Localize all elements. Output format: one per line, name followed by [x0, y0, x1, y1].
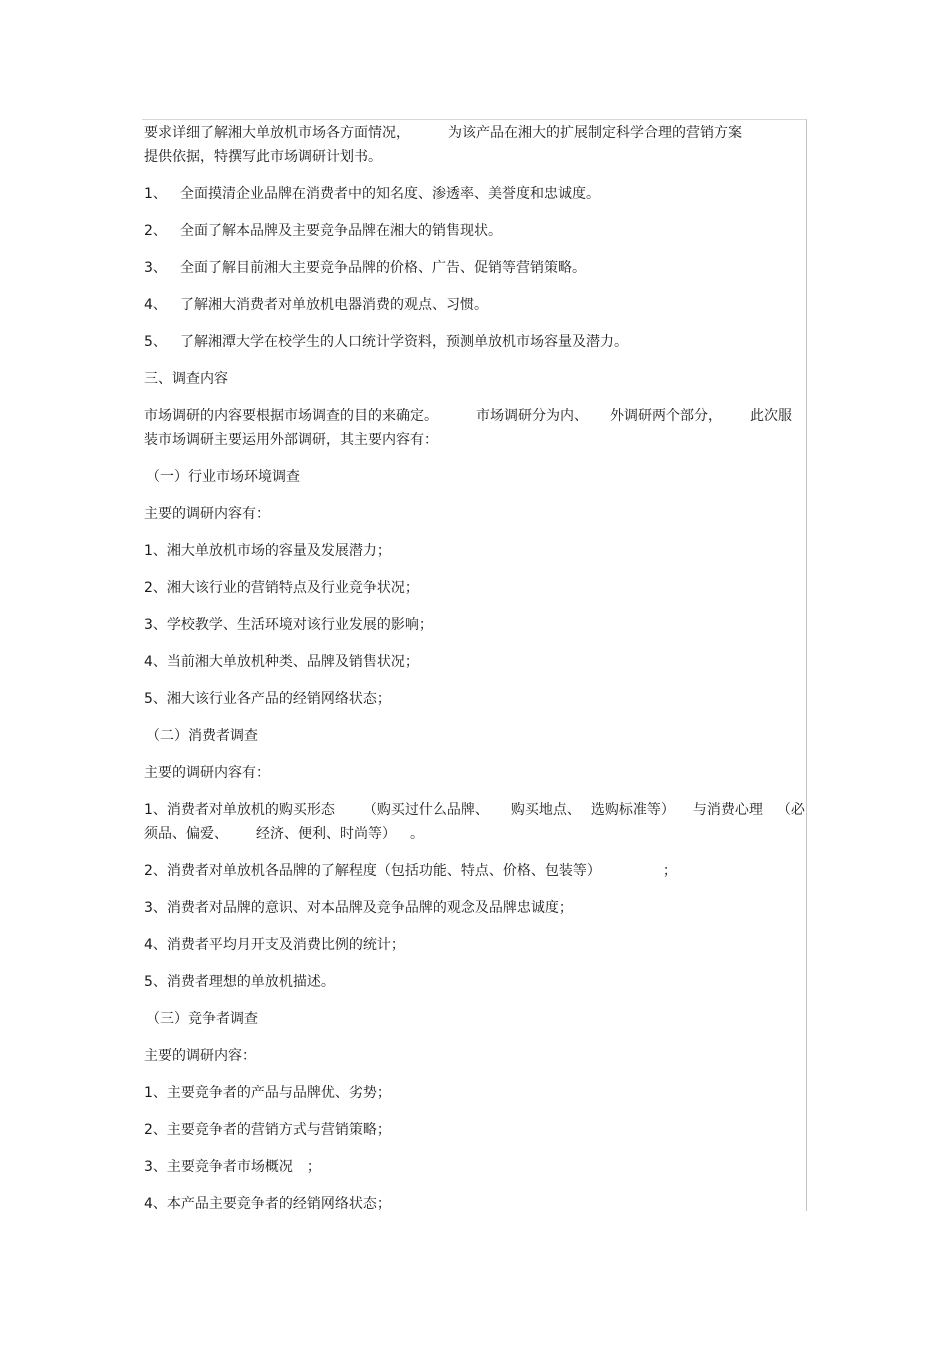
item-fragment: 经济、便利、时尚等） — [256, 826, 396, 842]
list-item-line-2 — [144, 822, 804, 846]
paragraph-fragment: 市场调研的内容要根据市场调查的目的来确定。 — [144, 408, 438, 424]
subsection-heading: （一）行业市场环境调查 — [146, 469, 300, 485]
section-paragraph-line-2: 装市场调研主要运用外部调研，其主要内容有： — [144, 432, 438, 448]
subsection-lead: 主要的调研内容有： — [144, 506, 270, 522]
objective-number: 1、 — [144, 186, 167, 202]
list-item: 4、当前湘大单放机种类、品牌及销售状况； — [144, 654, 419, 670]
objective-item — [144, 219, 804, 243]
subsection-lead: 主要的调研内容： — [144, 1048, 256, 1064]
objective-item — [144, 182, 804, 206]
item-fragment: 。 — [410, 826, 424, 842]
item-fragment: 须品、偏爱、 — [144, 826, 228, 842]
list-item: 3、学校教学、生活环境对该行业发展的影响； — [144, 617, 433, 633]
list-item: 1、湘大单放机市场的容量及发展潜力； — [144, 543, 391, 559]
list-item: 4、本产品主要竞争者的经销网络状态； — [144, 1196, 391, 1212]
objective-text: 全面了解本品牌及主要竞争品牌在湘大的销售现状。 — [180, 223, 502, 239]
item-fragment: 与消费心理 — [692, 802, 763, 818]
section-heading: 三、调查内容 — [144, 371, 228, 387]
list-item: 5、湘大该行业各产品的经销网络状态； — [144, 691, 391, 707]
list-item: 2、湘大该行业的营销特点及行业竞争状况； — [144, 580, 419, 596]
item-fragment: 购买地点、 — [510, 802, 581, 818]
objective-text: 了解湘潭大学在校学生的人口统计学资料，预测单放机市场容量及潜力。 — [180, 334, 628, 350]
intro-text-b: 为该产品在湘大的扩展制定科学合理的营销方案 — [448, 125, 742, 141]
item-fragment: （必 — [776, 802, 805, 818]
paragraph-fragment: 外调研两个部分， — [610, 408, 722, 424]
paragraph-fragment: 此次服 — [750, 408, 792, 424]
list-item: 1、主要竞争者的产品与品牌优、劣势； — [144, 1085, 391, 1101]
subsection-heading: （二）消费者调查 — [146, 728, 258, 744]
intro-text-a: 要求详细了解湘大单放机市场各方面情况， — [144, 125, 410, 141]
objective-text: 了解湘大消费者对单放机电器消费的观点、习惯。 — [180, 297, 488, 313]
list-item: 2、主要竞争者的营销方式与营销策略； — [144, 1122, 391, 1138]
subsection-lead: 主要的调研内容有： — [144, 765, 270, 781]
objective-item — [144, 293, 804, 317]
objective-text: 全面了解目前湘大主要竞争品牌的价格、广告、促销等营销策略。 — [180, 260, 586, 276]
list-item — [144, 1155, 804, 1179]
item-fragment: ； — [662, 863, 677, 879]
objective-number: 3、 — [144, 260, 167, 276]
list-item: 4、消费者平均月开支及消费比例的统计； — [144, 937, 405, 953]
item-fragment: 1、消费者对单放机的购买形态 — [144, 802, 335, 818]
objective-number: 2、 — [144, 223, 167, 239]
item-fragment: ； — [306, 1159, 321, 1175]
list-item — [144, 859, 804, 883]
objective-text: 全面摸清企业品牌在消费者中的知名度、渗透率、美誉度和忠诚度。 — [180, 186, 600, 202]
item-fragment: 3、主要竞争者市场概况 — [144, 1159, 293, 1175]
section-paragraph-line-1 — [144, 404, 804, 428]
paragraph-fragment: 市场调研分为内、 — [476, 408, 588, 424]
list-item-line-1 — [144, 798, 804, 822]
objective-number: 4、 — [144, 297, 167, 313]
item-fragment: （购买过什么品牌、 — [362, 802, 489, 818]
document-body — [144, 121, 804, 1216]
list-item: 5、消费者理想的单放机描述。 — [144, 974, 335, 990]
list-item: 3、消费者对品牌的意识、对本品牌及竞争品牌的观念及品牌忠诚度； — [144, 900, 573, 916]
intro-line-1 — [144, 121, 804, 145]
subsection-heading: （三）竞争者调查 — [146, 1011, 258, 1027]
item-fragment: 2、消费者对单放机各品牌的了解程度（包括功能、特点、价格、包装等） — [144, 863, 601, 879]
objective-number: 5、 — [144, 334, 167, 350]
objective-item — [144, 256, 804, 280]
intro-line-2: 提供依据，特撰写此市场调研计划书。 — [144, 149, 382, 165]
objective-item — [144, 330, 804, 354]
item-fragment: 选购标准等） — [590, 802, 675, 818]
